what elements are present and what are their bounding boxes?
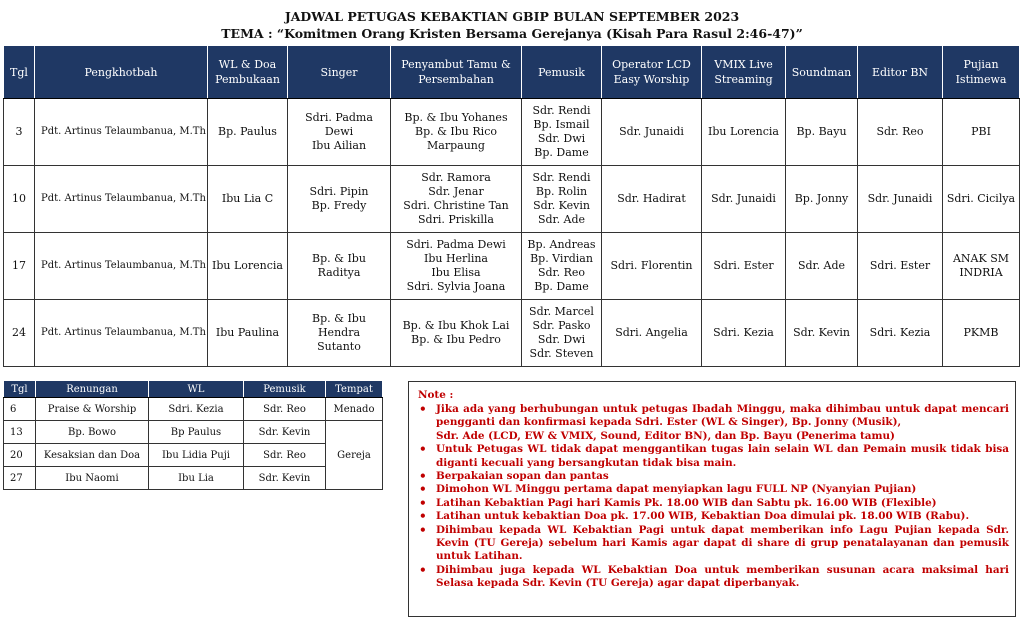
schedule-cell: Pdt. Artinus Telaumbanua, M.Th: [35, 233, 208, 300]
schedule-header-cell: Operator LCD Easy Worship: [602, 46, 702, 99]
note-item: • Dimohon WL Minggu pertama dapat menyiapkan lagu FULL NP (Nyanyian Pujian): [417, 483, 1009, 496]
prayer-cell: Sdr. Reo: [244, 398, 326, 421]
schedule-cell: PKMB: [943, 300, 1020, 367]
prayer-header-row: [4, 381, 383, 398]
schedule-cell: Bp. & Ibu Khok Lai Bp. & Ibu Pedro: [391, 300, 522, 367]
schedule-cell: Sdr. Reo: [858, 99, 943, 166]
schedule-header-cell: Editor BN: [858, 46, 943, 99]
schedule-cell: Sdr. Ramora Sdr. Jenar Sdri. Christine Tan Sdri. Priskilla: [391, 166, 522, 233]
schedule-cell: 24: [4, 300, 35, 367]
prayer-row: [4, 398, 383, 421]
prayer-cell: Ibu Naomi: [36, 467, 149, 490]
prayer-row: [4, 421, 383, 444]
schedule-cell: Ibu Lorencia: [702, 99, 786, 166]
prayer-cell: 20: [4, 444, 36, 467]
schedule-header-cell: Singer: [288, 46, 391, 99]
schedule-header-cell: Soundman: [786, 46, 858, 99]
schedule-header-cell: Pujian Istimewa: [943, 46, 1020, 99]
document-title: JADWAL PETUGAS KEBAKTIAN GBIP BULAN SEPTEMBER 2023: [284, 9, 740, 24]
note-item: • Untuk Petugas WL tidak dapat menggantikan tugas lain selain WL dan Pemain musik tidak bisa diganti kecuali yang bersangkutan tidak bisa main.: [417, 443, 1009, 470]
schedule-cell: Bp. & Ibu Raditya: [288, 233, 391, 300]
schedule-cell: Sdri. Padma Dewi Ibu Ailian: [288, 99, 391, 166]
schedule-cell: 3: [4, 99, 35, 166]
schedule-cell: Sdr. Junaidi: [702, 166, 786, 233]
prayer-cell: Kesaksian dan Doa: [36, 444, 149, 467]
prayer-cell: Sdr. Kevin: [244, 421, 326, 444]
note-item: • Dihimbau kepada WL Kebaktian Pagi untuk dapat memberikan info Lagu Pujian kepada Sdr. Kevin (TU Gereja) sebelum hari Kamis agar dapat di share di grup penatalayanan dan pemusik untuk Latihan.: [417, 524, 1009, 564]
schedule-cell: Sdri. Padma Dewi Ibu Herlina Ibu Elisa Sdri. Sylvia Joana: [391, 233, 522, 300]
schedule-cell: Sdr. Kevin: [786, 300, 858, 367]
schedule-row: [4, 300, 1020, 367]
prayer-cell: Praise & Worship: [36, 398, 149, 421]
prayer-cell: Bp Paulus: [149, 421, 244, 444]
note-item: • Latihan Kebaktian Pagi hari Kamis Pk. 18.00 WIB dan Sabtu pk. 16.00 WIB (Flexible): [417, 497, 1009, 510]
prayer-cell: 13: [4, 421, 36, 444]
schedule-cell: Pdt. Artinus Telaumbanua, M.Th: [35, 166, 208, 233]
prayer-header-cell: WL: [149, 381, 244, 398]
schedule-table: [3, 45, 1020, 367]
schedule-header-cell: VMIX Live Streaming: [702, 46, 786, 99]
prayer-cell: Sdri. Kezia: [149, 398, 244, 421]
schedule-cell: 10: [4, 166, 35, 233]
note-item: • Latihan untuk kebaktian Doa pk. 17.00 WIB, Kebaktian Doa dimulai pk. 18.00 WIB (Rabu).: [417, 510, 1009, 523]
note-item: • Dihimbau juga kepada WL Kebaktian Doa untuk memberikan susunan acara maksimal hari Selasa kepada Sdr. Kevin (TU Gereja) agar dapat diperbanyak.: [417, 564, 1009, 591]
prayer-location-cell: Gereja: [326, 421, 383, 490]
schedule-cell: 17: [4, 233, 35, 300]
schedule-header-row: [4, 46, 1020, 99]
schedule-cell: Bp. & Ibu Yohanes Bp. & Ibu Rico Marpaung: [391, 99, 522, 166]
schedule-cell: Bp. Jonny: [786, 166, 858, 233]
schedule-cell: Bp. & Ibu Hendra Sutanto: [288, 300, 391, 367]
schedule-cell: Sdr. Rendi Bp. Rolin Sdr. Kevin Sdr. Ade: [522, 166, 602, 233]
schedule-cell: ANAK SM INDRIA: [943, 233, 1020, 300]
prayer-header-cell: Pemusik: [244, 381, 326, 398]
prayer-cell: Bp. Bowo: [36, 421, 149, 444]
schedule-cell: Pdt. Artinus Telaumbanua, M.Th: [35, 99, 208, 166]
schedule-header-cell: Pemusik: [522, 46, 602, 99]
prayer-cell: Ibu Lia: [149, 467, 244, 490]
notes-box: [408, 381, 1016, 617]
schedule-header-cell: Penyambut Tamu & Persembahan: [391, 46, 522, 99]
schedule-row: [4, 99, 1020, 166]
notes-title: Note :: [418, 389, 454, 401]
schedule-cell: Sdr. Hadirat: [602, 166, 702, 233]
schedule-cell: Sdr. Rendi Bp. Ismail Sdr. Dwi Bp. Dame: [522, 99, 602, 166]
schedule-cell: Bp. Andreas Bp. Virdian Sdr. Reo Bp. Dame: [522, 233, 602, 300]
schedule-cell: Sdr. Marcel Sdr. Pasko Sdr. Dwi Sdr. Steven: [522, 300, 602, 367]
schedule-cell: Ibu Lorencia: [208, 233, 288, 300]
schedule-cell: Sdri. Florentin: [602, 233, 702, 300]
note-item: • Berpakaian sopan dan pantas: [417, 470, 1009, 483]
prayer-cell: Sdr. Kevin: [244, 467, 326, 490]
prayer-cell: 27: [4, 467, 36, 490]
prayer-header-cell: Tempat: [326, 381, 383, 398]
schedule-header-cell: Pengkhotbah: [35, 46, 208, 99]
prayer-location-cell: Menado: [326, 398, 383, 421]
prayer-service-table: [3, 380, 383, 490]
prayer-header-cell: Tgl: [4, 381, 36, 398]
prayer-cell: Ibu Lidia Puji: [149, 444, 244, 467]
schedule-cell: Sdri. Angelia: [602, 300, 702, 367]
schedule-cell: PBI: [943, 99, 1020, 166]
schedule-cell: Sdri. Kezia: [858, 300, 943, 367]
schedule-cell: Ibu Paulina: [208, 300, 288, 367]
schedule-row: [4, 166, 1020, 233]
schedule-cell: Sdri. Pipin Bp. Fredy: [288, 166, 391, 233]
prayer-cell: 6: [4, 398, 36, 421]
schedule-cell: Sdri. Cicilya: [943, 166, 1020, 233]
schedule-cell: Sdri. Kezia: [702, 300, 786, 367]
note-item: • Jika ada yang berhubungan untuk petugas Ibadah Minggu, maka dihimbau untuk dapat mencari pengganti dan konfirmasi kepada Sdri. Ester (WL & Singer), Bp. Jonny (Musik), Sdr. Ade (LCD, EW & VMIX, Sound, Editor BN), dan Bp. Bayu (Penerima tamu): [417, 403, 1009, 443]
schedule-header-cell: WL & Doa Pembukaan: [208, 46, 288, 99]
prayer-cell: Sdr. Reo: [244, 444, 326, 467]
document-theme: TEMA : “Komitmen Orang Kristen Bersama Gerejanya (Kisah Para Rasul 2:46-47)”: [221, 26, 803, 41]
schedule-cell: Bp. Bayu: [786, 99, 858, 166]
schedule-header-cell: Tgl: [4, 46, 35, 99]
schedule-cell: Sdri. Ester: [702, 233, 786, 300]
schedule-row: [4, 233, 1020, 300]
schedule-cell: Sdr. Junaidi: [602, 99, 702, 166]
notes-list: [417, 403, 1009, 591]
schedule-cell: Sdr. Ade: [786, 233, 858, 300]
schedule-cell: Bp. Paulus: [208, 99, 288, 166]
schedule-cell: Ibu Lia C: [208, 166, 288, 233]
schedule-cell: Pdt. Artinus Telaumbanua, M.Th: [35, 300, 208, 367]
schedule-cell: Sdr. Junaidi: [858, 166, 943, 233]
prayer-header-cell: Renungan: [36, 381, 149, 398]
schedule-cell: Sdri. Ester: [858, 233, 943, 300]
